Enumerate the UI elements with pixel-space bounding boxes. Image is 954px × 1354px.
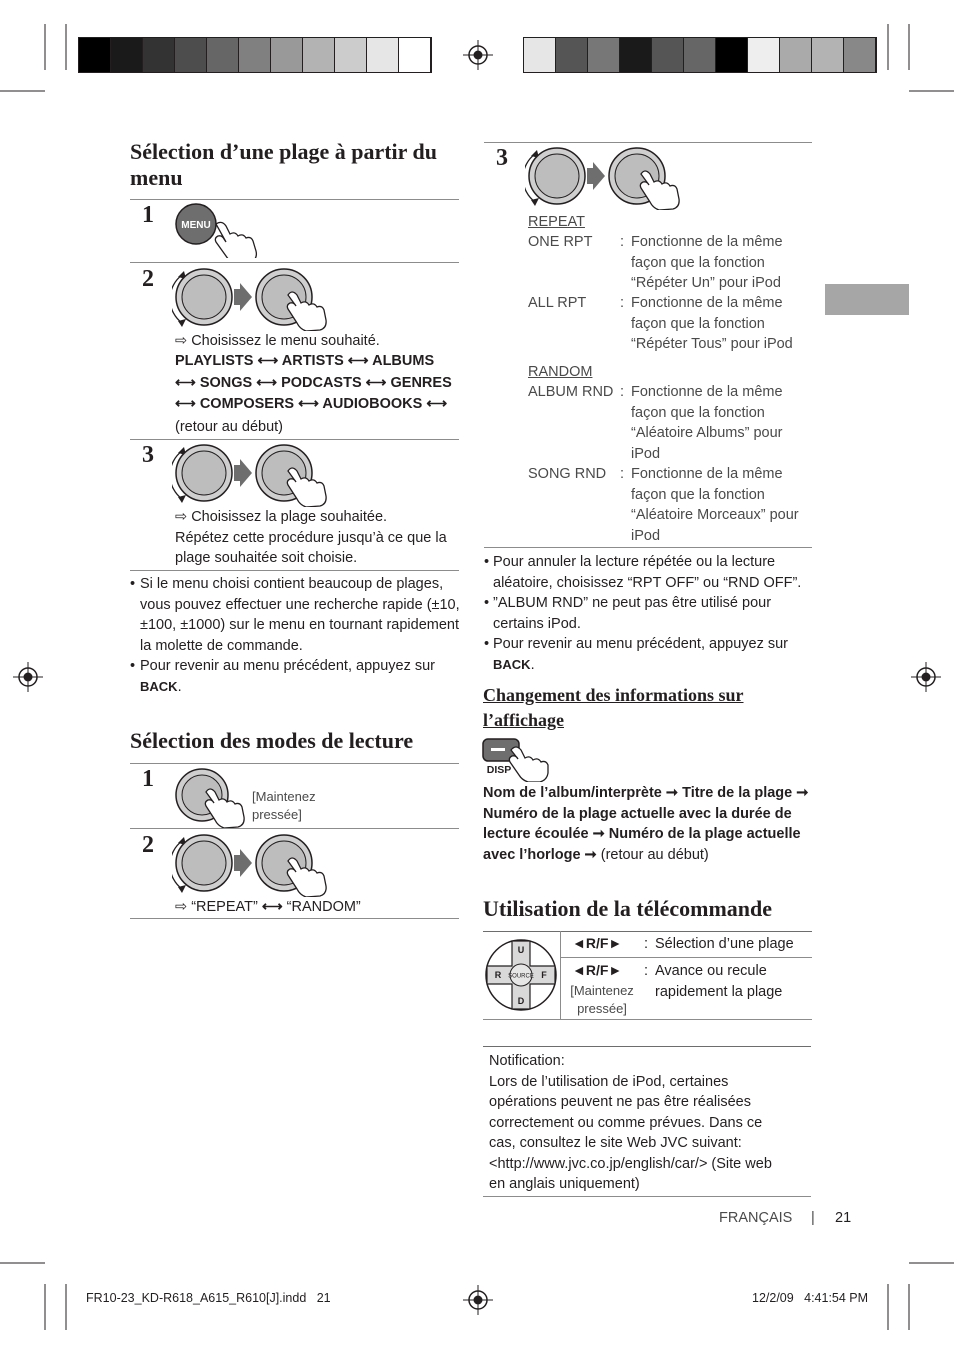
note-item: Pour revenir au menu précédent, appuyez sur BACK.: [140, 658, 436, 695]
left-notes: • Si le menu choisi contient beaucoup de plages, vous pouvez effectuer une recherche rapide (±10, ±100, ±1000) sur le menu en tournant rapidement la molette de commande. • Pour revenir au menu précédent, appuyez sur BACK.: [130, 574, 460, 697]
note-item: Si le menu choisi contient beaucoup de plages, vous pouvez effectuer une recherche rapide (±10, ±100, ±1000) sur le menu en tournant rapidement la molette de commande.: [140, 576, 460, 654]
divider: [483, 1019, 812, 1020]
color-swatch: [812, 38, 844, 72]
page-number: 21: [835, 1210, 852, 1226]
footer-language: FRANÇAIS: [719, 1210, 793, 1226]
registration-mark-right: [911, 662, 941, 692]
color-swatch: [111, 38, 143, 72]
divider: [130, 199, 459, 200]
registration-mark-bottom: [463, 1285, 493, 1315]
colon: :: [620, 234, 625, 250]
color-swatch: [524, 38, 556, 72]
disp-button-press-icon: [481, 736, 555, 782]
color-swatch: [844, 38, 876, 72]
step2-description: ⇨ Choisissez le menu souhaité.: [175, 333, 380, 349]
option-description: Fonctionne de la même façon que la fonction “Répéter Tous” pour iPod: [631, 295, 793, 352]
color-swatch: [588, 38, 620, 72]
color-swatch: [716, 38, 748, 72]
option-description: Fonctionne de la même façon que la fonction “Aléatoire Albums” pour iPod: [631, 384, 783, 462]
dial-turn-then-press-icon: [172, 265, 332, 331]
remote-key: ◄R/F►: [572, 962, 623, 978]
step-number: 2: [142, 266, 154, 292]
notice-text: Lors de l’utilisation de iPod, certaines opérations peuvent ne pas être réalisées correctement ou comme prévues. Dans ce cas, consultez le site Web JVC suivant: <http://www.jvc.co.jp/english/car/> (Site web en anglais uniquement): [489, 1073, 772, 1192]
step-number: 1: [142, 202, 154, 228]
source-key-label: SOURCE: [508, 973, 534, 980]
step3-description: ⇨ Choisissez la plage souhaitée. Répétez cette procédure jusqu’à ce que la plage souhaitée soit choisie.: [175, 509, 447, 566]
color-bar-left: [78, 37, 432, 73]
option-key: ALBUM RND: [528, 384, 614, 400]
menu-cycle: PLAYLISTS ⟷ ARTISTS ⟷ ALBUMS ⟷ SONGS ⟷ PODCASTS ⟷ GENRES ⟷ COMPOSERS ⟷ AUDIOBOOKS ⟷: [175, 353, 452, 412]
left-key-label: R: [494, 970, 502, 980]
arrow-icon: ⇨: [175, 899, 192, 915]
colon: :: [644, 936, 649, 952]
footer-timestamp: 12/2/09 4:41:54 PM: [752, 1291, 869, 1305]
menu-back-note: (retour au début): [175, 419, 284, 435]
menu-button-label: MENU: [181, 220, 211, 231]
registration-mark-top: [463, 40, 493, 70]
notice-title: Notification:: [489, 1053, 565, 1069]
footer-separator: |: [811, 1210, 815, 1226]
color-swatch: [367, 38, 399, 72]
colon: :: [620, 295, 625, 311]
divider: [130, 918, 459, 919]
color-swatch: [556, 38, 588, 72]
divider: [484, 142, 812, 143]
note-item: Pour revenir au menu précédent, appuyez sur BACK.: [493, 636, 789, 673]
step-number: 3: [496, 145, 508, 171]
divider: [130, 262, 459, 263]
note-item: Pour annuler la lecture répétée ou la lecture aléatoire, choisissez “RPT OFF” ou “RND OFF”.: [493, 554, 802, 591]
option-description: Fonctionne de la même façon que la fonction “Aléatoire Morceaux” pour iPod: [631, 466, 799, 544]
option-key: SONG RND: [528, 466, 607, 482]
remote-control-pad-icon: [484, 938, 558, 1012]
step-number: 1: [142, 766, 154, 792]
divider: [130, 828, 459, 829]
divider: [483, 931, 812, 932]
divider: [130, 439, 459, 440]
display-sequence: Nom de l’album/interprète ➞ Titre de la plage ➞ Numéro de la plage actuelle avec la durée de lecture écoulée ➞ Numéro de la plage actuelle avec l’horloge ➞ (retour au début): [483, 785, 809, 863]
color-swatch: [684, 38, 716, 72]
repeat-heading: REPEAT: [528, 214, 585, 230]
remote-description: Sélection d’une plage: [655, 936, 794, 952]
divider: [484, 547, 812, 548]
colon: :: [620, 466, 625, 482]
hold-note: [Maintenez pressée]: [570, 983, 634, 1016]
option-key: ALL RPT: [528, 295, 587, 311]
dial-turn-then-press-icon: [172, 441, 332, 507]
dial-press-hold-icon: [172, 766, 252, 828]
color-swatch: [399, 38, 431, 72]
color-swatch: [748, 38, 780, 72]
section-title-display: Changement des informations sur l’affichage: [483, 685, 744, 730]
divider: [130, 570, 459, 571]
dial-turn-then-press-icon: [172, 831, 332, 897]
note-item: ”ALBUM RND” ne peut pas être utilisé pour certains iPod.: [493, 595, 772, 632]
up-key-label: U: [517, 945, 525, 955]
color-swatch: [79, 38, 111, 72]
option-description: Fonctionne de la même façon que la fonction “Répéter Un” pour iPod: [631, 234, 783, 291]
arrow-icon: ⇨: [175, 509, 192, 525]
arrow-icon: ⇨: [175, 333, 192, 349]
down-key-label: D: [517, 996, 525, 1006]
disp-button-label: DISP: [486, 764, 512, 776]
section-title-remote: Utilisation de la télécommande: [483, 896, 773, 921]
language-tab: [825, 284, 909, 315]
remote-description: Avance ou recule rapidement la plage: [655, 963, 783, 1000]
colon: :: [644, 963, 649, 979]
color-swatch: [271, 38, 303, 72]
option-key: ONE RPT: [528, 234, 593, 250]
random-heading: RANDOM: [528, 364, 593, 380]
color-swatch: [207, 38, 239, 72]
color-swatch: [620, 38, 652, 72]
color-swatch: [303, 38, 335, 72]
section-title-track-selection: Sélection d’une plage à partir du menu: [130, 139, 438, 190]
right-notes: • Pour annuler la lecture répétée ou la lecture aléatoire, choisissez “RPT OFF” ou “RND OFF”. • ”ALBUM RND” ne peut pas être utilisé pour certains iPod. • Pour revenir au menu précédent, appuyez sur BACK.: [484, 552, 812, 675]
repeat-random-toggle: ⇨ “REPEAT” ⟷ “RANDOM”: [175, 899, 361, 915]
section-title-play-modes: Sélection des modes de lecture: [130, 728, 414, 753]
right-key-label: F: [541, 970, 547, 980]
step-number: 3: [142, 442, 154, 468]
remote-key: ◄R/F►: [572, 935, 623, 951]
color-swatch: [652, 38, 684, 72]
menu-button-press-icon: [172, 202, 258, 258]
color-bar-right: [523, 37, 877, 73]
step-number: 2: [142, 832, 154, 858]
hold-note: [Maintenez pressée]: [252, 789, 316, 822]
color-swatch: [335, 38, 367, 72]
divider: [130, 763, 459, 764]
color-swatch: [780, 38, 812, 72]
dial-turn-then-press-icon: [525, 144, 685, 210]
colon: :: [620, 384, 625, 400]
color-swatch: [239, 38, 271, 72]
notice-box: [489, 1051, 789, 1195]
registration-mark-left: [13, 662, 43, 692]
divider: [483, 1196, 811, 1197]
divider: [483, 1046, 811, 1047]
divider: [560, 931, 561, 1019]
divider: [560, 957, 812, 958]
footer-filename: FR10-23_KD-R618_A615_R610[J].indd 21: [86, 1291, 331, 1305]
color-swatch: [143, 38, 175, 72]
color-swatch: [175, 38, 207, 72]
